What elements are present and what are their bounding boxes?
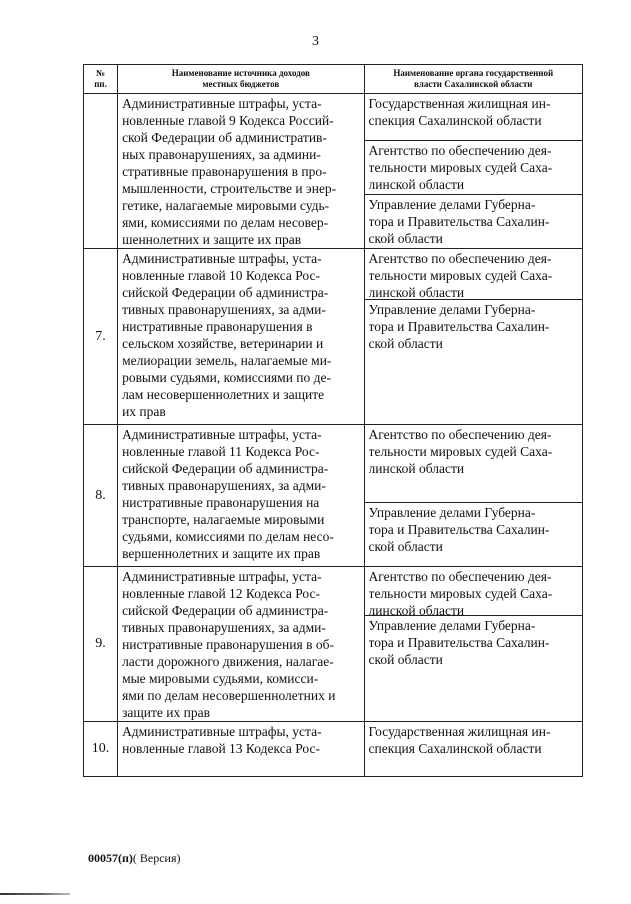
revenue-source-line: сельском хозяйстве, ветеринарии и [122, 336, 324, 351]
authority-line: Агентство по обеспечению дея- [368, 143, 552, 158]
authority-item [365, 249, 582, 300]
authority-line: тора и Правительства Сахалин- [368, 635, 550, 650]
revenue-source-line: мые мировыми судьями, комисси- [122, 671, 319, 686]
scan-mark [0, 893, 70, 895]
authority-cell [364, 425, 582, 567]
revenue-source-line: нистративные правонарушения в [122, 319, 313, 334]
authority-line: тельности мировых судей Саха- [368, 586, 553, 601]
authority-line: тора и Правительства Сахалин- [368, 214, 550, 229]
authority-line: Управление делами Губерна- [368, 197, 536, 212]
authority-line: тельности мировых судей Саха- [368, 444, 553, 459]
table-row [84, 249, 583, 425]
document-code [88, 851, 181, 866]
header-organ: Наименование органа государственной власти Сахалинской области [364, 65, 582, 94]
revenue-source-line: ных правонарушениях, за админи- [122, 147, 321, 162]
authority-line: спекция Сахалинской области [368, 741, 542, 756]
authority-cell [364, 94, 582, 249]
revenue-source-line: Административные штрафы, уста- [122, 427, 322, 442]
revenue-source-line: новленные главой 13 Кодекса Рос- [122, 741, 320, 756]
revenue-source-line: новленные главой 10 Кодекса Рос- [122, 268, 320, 283]
revenue-source-line: тивных правонарушениях, за адми- [122, 302, 326, 317]
authority-line: линской области [368, 461, 465, 476]
header-source: Наименование источника доходов местных бюджетов [118, 65, 364, 94]
page-number: 3 [312, 34, 319, 49]
revenue-source-line: сийской Федерации об администра- [122, 603, 329, 618]
authority-line: ской области [368, 336, 443, 351]
revenue-source-line: Административные штрафы, уста- [122, 96, 322, 111]
authority-line: тора и Правительства Сахалин- [368, 522, 550, 537]
revenue-source-line: мелиорации земель, налагаемые ми- [122, 353, 332, 368]
authority-line: ской области [368, 539, 443, 554]
document-version: ( Версия) [132, 851, 181, 865]
revenue-source-line: нистративные правонарушения на [122, 495, 320, 510]
revenue-source-cell [118, 94, 364, 249]
authority-line: ской области [368, 652, 443, 667]
authority-line: линской области [368, 603, 465, 618]
authority-item [365, 300, 582, 424]
revenue-sources-table [83, 64, 583, 777]
revenue-source-line: сийской Федерации об администра- [122, 461, 329, 476]
row-number: 7. [84, 249, 118, 425]
revenue-source-line: тивных правонарушениях, за адми- [122, 620, 326, 635]
authority-line: линской области [368, 285, 465, 300]
authority-cell [364, 722, 582, 777]
revenue-source-line: тивных правонарушениях, за адми- [122, 478, 326, 493]
authority-line: тора и Правительства Сахалин- [368, 319, 550, 334]
authority-item [365, 567, 582, 616]
authority-item [365, 425, 582, 503]
authority-cell [364, 249, 582, 425]
authority-line: Агентство по обеспечению дея- [368, 251, 552, 266]
authority-line: Управление делами Губерна- [368, 302, 536, 317]
authority-line: линской области [368, 177, 465, 192]
revenue-source-line: новленные главой 9 Кодекса Россий- [122, 113, 334, 128]
revenue-source-line: гетике, налагаемые мировыми судь- [122, 198, 330, 213]
row-number: 9. [84, 567, 118, 722]
revenue-source-cell [118, 722, 364, 777]
table-row [84, 567, 583, 722]
authority-item [365, 141, 582, 195]
revenue-source-line: стративные правонарушения в про- [122, 164, 327, 179]
authority-line: Агентство по обеспечению дея- [368, 427, 552, 442]
revenue-source-cell [118, 425, 364, 567]
authority-line: ской области [368, 231, 443, 246]
revenue-source-line: защите их прав [122, 705, 210, 720]
revenue-source-line: их прав [122, 404, 166, 419]
row-number: 10. [84, 722, 118, 777]
authority-item [365, 616, 582, 720]
revenue-source-line: ями по делам несовершеннолетних и [122, 688, 336, 703]
authority-item [365, 94, 582, 141]
table-header-row [84, 65, 583, 94]
revenue-source-line: шеннолетних и защите их прав [122, 232, 302, 247]
authority-item [365, 722, 582, 776]
authority-item [365, 503, 582, 566]
authority-cell [364, 567, 582, 722]
revenue-source-cell [118, 567, 364, 722]
revenue-source-line: ласти дорожного движения, налагае- [122, 654, 334, 669]
revenue-source-line: сийской Федерации об администра- [122, 285, 329, 300]
revenue-source-line: Административные штрафы, уста- [122, 251, 322, 266]
revenue-source-cell [118, 249, 364, 425]
authority-line: тельности мировых судей Саха- [368, 160, 553, 175]
authority-line: тельности мировых судей Саха- [368, 268, 553, 283]
header-num: № пп. [84, 65, 118, 94]
revenue-source-line: транспорте, налагаемые мировыми [122, 512, 325, 527]
table-row [84, 94, 583, 249]
authority-line: Управление делами Губерна- [368, 618, 536, 633]
authority-item [365, 195, 582, 246]
revenue-source-line: мышленности, строительстве и энер- [122, 181, 337, 196]
revenue-source-line: Административные штрафы, уста- [122, 724, 322, 739]
authority-line: спекция Сахалинской области [368, 113, 542, 128]
authority-line: Агентство по обеспечению дея- [368, 569, 552, 584]
row-number [84, 94, 118, 249]
document-code-number: 00057(п) [88, 851, 133, 865]
revenue-source-line: ровыми судьями, комиссиями по де- [122, 370, 332, 385]
table-row [84, 425, 583, 567]
revenue-source-line: вершеннолетних и защите их прав [122, 546, 321, 561]
authority-line: Управление делами Губерна- [368, 505, 536, 520]
revenue-source-line: ской Федерации об административ- [122, 130, 327, 145]
authority-line: Государственная жилищная ин- [368, 96, 551, 111]
row-number: 8. [84, 425, 118, 567]
table-row [84, 722, 583, 777]
revenue-source-line: нистративные правонарушения в об- [122, 637, 334, 652]
revenue-source-line: судьями, комиссиями по делам несо- [122, 529, 334, 544]
revenue-source-line: новленные главой 12 Кодекса Рос- [122, 586, 320, 601]
revenue-source-line: лам несовершеннолетних и защите [122, 387, 325, 402]
authority-line: Государственная жилищная ин- [368, 724, 551, 739]
revenue-source-line: Административные штрафы, уста- [122, 569, 322, 584]
revenue-source-line: ями, комиссиями по делам несовер- [122, 215, 329, 230]
revenue-source-line: новленные главой 11 Кодекса Рос- [122, 444, 320, 459]
